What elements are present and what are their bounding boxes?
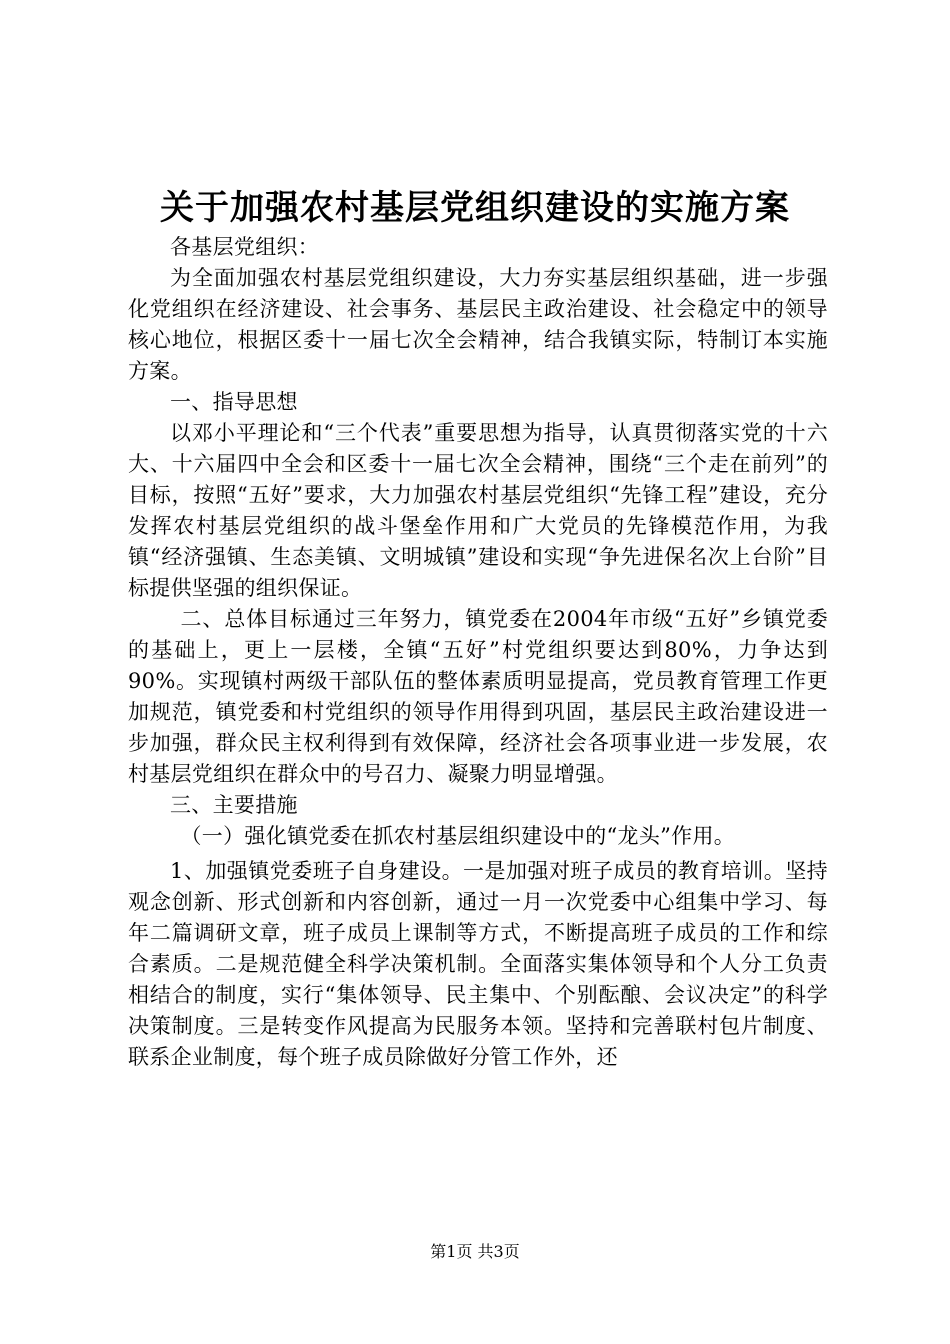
salutation: 各基层党组织：: [170, 235, 320, 259]
document-body: [128, 232, 828, 1073]
subheading-measure-1: （一）强化镇党委在抓农村基层组织建设中的“龙头”作用。: [180, 824, 736, 848]
paragraph-overall-goal: 二、总体目标通过三年努力，镇党委在2004年市级“五好”乡镇党委的基础上，更上一层楼，全镇“五好”村党组织要达到80%，力争达到90%。实现镇村两级干部队伍的整体素质明显提高，党员教育管理工作更加规范，镇党委和村党组织的领导作用得到巩固，基层民主政治建设进一步加强，群众民主权利得到有效保障，经济社会各项事业进一步发展，农村基层党组织在群众中的号召力、凝聚力明显增强。: [128, 607, 828, 786]
document-title: 关于加强农村基层党组织建设的实施方案: [160, 188, 790, 228]
paragraph-intro: 为全面加强农村基层党组织建设，大力夯实基层组织基础，进一步强化党组织在经济建设、社会事务、基层民主政治建设、社会稳定中的领导核心地位，根据区委十一届七次全会精神，结合我镇实际，特制订本实施方案。: [128, 266, 828, 383]
paragraph-measure-1-1: 1、加强镇党委班子自身建设。一是加强对班子成员的教育培训。坚持观念创新、形式创新和内容创新，通过一月一次党委中心组集中学习、每年二篇调研文章，班子成员上课制等方式，不断提高班子成员的工作和综合素质。二是规范健全科学决策机制。全面落实集体领导和个人分工负责相结合的制度，实行“集体领导、民主集中、个别酝酿、会议决定”的科学决策制度。三是转变作风提高为民服务本领。坚持和完善联村包片制度、联系企业制度，每个班子成员除做好分管工作外，还: [128, 859, 828, 1069]
page-indicator: 第1页 共3页: [430, 1242, 520, 1261]
paragraph-guiding-thought: 以邓小平理论和“三个代表”重要思想为指导，认真贯彻落实党的十六大、十六届四中全会和区委十一届七次全会精神，围绕“三个走在前列”的目标，按照“五好”要求，大力加强农村基层党组织“先锋工程”建设，充分发挥农村基层党组织的战斗堡垒作用和广大党员的先锋模范作用，为我镇“经济强镇、生态美镇、文明城镇”建设和实现“争先进保名次上台阶”目标提供坚强的组织保证。: [128, 421, 828, 600]
heading-guiding-thought: 一、指导思想: [170, 390, 298, 414]
heading-main-measures: 三、主要措施: [170, 793, 298, 817]
